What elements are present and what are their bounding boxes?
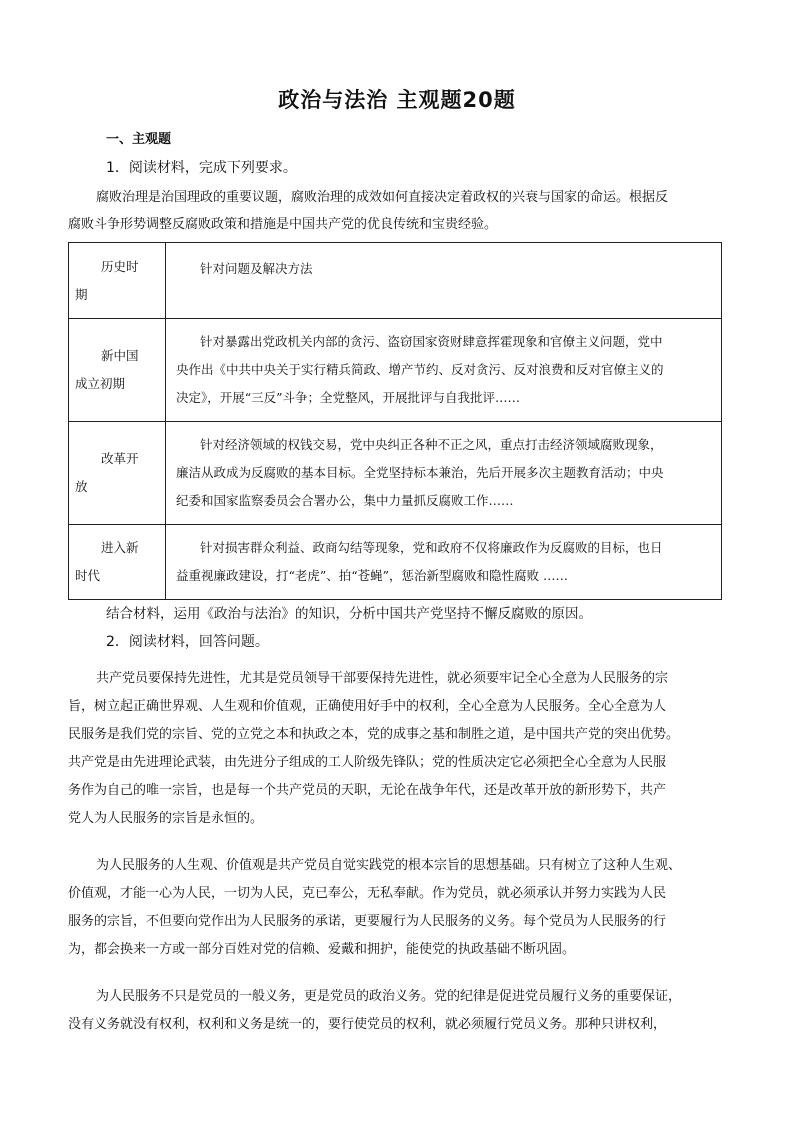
header-period-line: 历史时 [101,258,139,274]
page-title: 政治与法治 主观题20题 [278,88,516,112]
header-period-cell [69,243,166,319]
period-cell [69,319,166,422]
question-2-stem: 2．阅读材料，回答问题。 [106,634,269,650]
question-1-stem: 1．阅读材料，完成下列要求。 [106,160,297,176]
question-2-paragraph [68,665,720,833]
section-heading: 一、主观题 [106,132,172,147]
period-line: 放 [75,479,88,494]
content-line: 纪委和国家监察委员会合署办公，集中力量抓反腐败工作…… [176,493,514,508]
table-header-row [69,243,722,319]
question-2-paragraph [68,983,720,1039]
paragraph-line: 为人民服务不只是党员的一般义务，更是党员的政治义务。党的纪律是促进党员履行义务的重要保证， [96,989,682,1004]
intro-line: 腐败斗争形势调整反腐败政策和措施是中国共产党的优良传统和宝贵经验。 [68,217,498,232]
period-line: 改革开 [101,451,139,466]
paragraph-line: 为人民服务的人生观、价值观是共产党员自觉实践党的根本宗旨的思想基础。只有树立了这种人生观、 [96,858,682,873]
content-line: 针对损害群众利益、政商勾结等现象，党和政府不仅将廉政作为反腐败的目标，也日 [200,540,663,555]
content-line: 针对暴露出党政机关内部的贪污、盗窃国家资财肆意挥霍现象和官僚主义问题，党中 [200,334,663,349]
paragraph-line: 共产党是由先进理论武装，由先进分子组成的工人阶级先锋队；党的性质决定它必须把全心全意为人民服 [68,755,667,770]
period-line: 进入新 [101,540,139,555]
paragraph-line: 为，都会换来一方或一部分百姓对党的信赖、爱戴和拥护，能使党的执政基础不断巩固。 [68,942,576,957]
table-row [69,422,722,525]
header-content-cell [166,243,722,319]
intro-line: 腐败治理是治国理政的重要议题，腐败治理的成效如何直接决定着政权的兴衰与国家的命运。根据反 [96,190,669,205]
paragraph-line: 服务的宗旨，不但要向党作出为人民服务的承诺，更要履行为人民服务的义务。每个党员为人民服务的行 [68,914,667,929]
header-period-line: 期 [75,286,88,302]
table-row [69,525,722,600]
header-content-line: 针对问题及解决方法 [200,260,313,276]
period-cell [69,422,166,525]
paragraph-line: 务作为自己的唯一宗旨，也是每一个共产党员的天职，无论在战争年代，还是改革开放的新形势下，共产 [68,783,667,798]
content-cell [166,525,722,600]
period-line: 成立初期 [75,376,126,391]
paragraph-line: 旨，树立起正确世界观、人生观和价值观，正确使用好手中的权利，全心全意为人民服务。全心全意为人 [68,699,667,714]
content-line: 益重视廉政建设，打“老虎”、拍“苍蝇”，惩治新型腐败和隐性腐败 …… [176,568,569,583]
question-2-paragraph [68,852,720,964]
content-line: 针对经济领域的权钱交易，党中央纠正各种不正之风，重点打击经济领域腐败现象， [200,437,663,452]
paragraph-line: 党人为人民服务的宗旨是永恒的。 [68,811,264,826]
history-table [68,242,722,600]
paragraph-line: 没有义务就没有权利，权利和义务是统一的，要行使党员的权利，就必须履行党员义务。那种只讲权利， [68,1017,667,1032]
question-1-intro [68,184,720,238]
paragraph-line: 价值观，才能一心为人民，一切为人民，克已奉公，无私奉献。作为党员，就必须承认并努力实践为人民 [68,886,667,901]
period-line: 新中国 [101,348,139,363]
content-line: 廉洁从政成为反腐败的基本目标。全党坚持标本兼治，先后开展多次主题教育活动；中央 [176,465,664,480]
content-line: 央作出《中共中央关于实行精兵简政、增产节约、反对贪污、反对浪费和反对官僚主义的 [176,362,664,377]
period-cell [69,525,166,600]
period-line: 时代 [75,568,101,583]
question-1-prompt: 结合材料，运用《政治与法治》的知识，分析中国共产党坚持不懈反腐败的原因。 [106,606,592,622]
paragraph-line: 共产党员要保持先进性，尤其是党员领导干部要保持先进性，就必须要牢记全心全意为人民服务的宗 [96,671,669,686]
table-row [69,319,722,422]
content-cell [166,422,722,525]
paragraph-line: 民服务是我们党的宗旨、党的立党之本和执政之本，党的成事之基和制胜之道，是中国共产党的突出优势。 [68,727,680,742]
content-cell [166,319,722,422]
content-line: 决定》，开展“三反”斗争；全党整风，开展批评与自我批评…… [176,390,521,405]
